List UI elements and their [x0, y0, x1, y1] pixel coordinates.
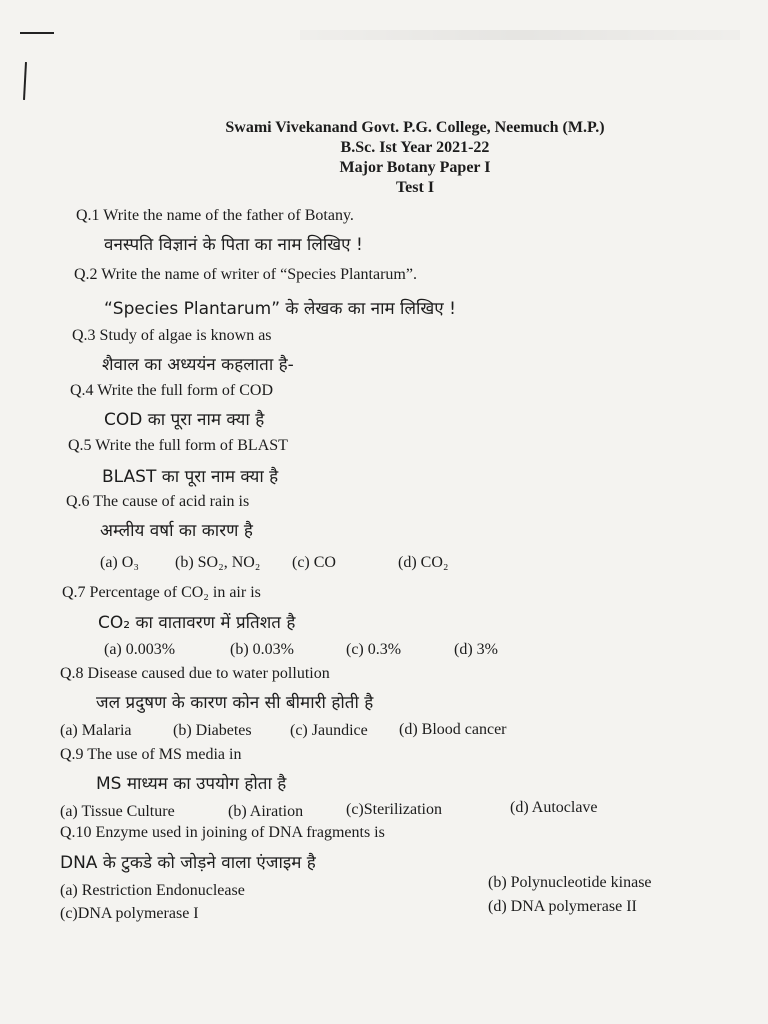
q9-english: Q.9 The use of MS media in: [60, 746, 242, 763]
q8-option-d: (d) Blood cancer: [399, 721, 507, 738]
q2-hindi: “Species Plantarum” के लेखक का नाम लिखिए !: [104, 299, 456, 319]
q8-option-a: (a) Malaria: [60, 722, 132, 739]
q5-english: Q.5 Write the full form of BLAST: [68, 437, 288, 454]
q10-hindi: DNA के टुकडे को जोड़ने वाला एंजाइम है: [60, 853, 316, 873]
q1-hindi: वनस्पति विज्ञानं के पिता का नाम लिखिए !: [104, 235, 363, 255]
q9-hindi: MS माध्यम का उपयोग होता है: [96, 774, 287, 794]
q6-option-c: (c) CO: [292, 554, 336, 571]
q7-hindi: CO₂ का वातावरण में प्रतिशत है: [98, 613, 296, 633]
paper-title: Major Botany Paper I: [339, 159, 491, 176]
q10-option-d: (d) DNA polymerase II: [488, 898, 637, 915]
q7-option-a: (a) 0.003%: [104, 641, 176, 658]
q1-english: Q.1 Write the name of the father of Botany.: [76, 207, 354, 224]
course-year: B.Sc. Ist Year 2021-22: [340, 139, 490, 156]
q9-option-a: (a) Tissue Culture: [60, 803, 175, 820]
q8-option-c: (c) Jaundice: [290, 722, 368, 739]
pen-mark-dash: [20, 32, 54, 34]
q7-option-b: (b) 0.03%: [230, 641, 294, 658]
q6-hindi: अम्लीय वर्षा का कारण है: [100, 521, 253, 541]
q9-option-d: (d) Autoclave: [510, 799, 598, 816]
q7-option-d: (d) 3%: [454, 641, 498, 658]
q10-english: Q.10 Enzyme used in joining of DNA fragments is: [60, 824, 385, 841]
q7-option-c: (c) 0.3%: [346, 641, 402, 658]
q3-english: Q.3 Study of algae is known as: [72, 327, 272, 344]
q9-option-c: (c)Sterilization: [346, 801, 442, 818]
college-name: Swami Vivekanand Govt. P.G. College, Neemuch (M.P.): [225, 119, 605, 136]
q6-option-d: (d) CO₂: [398, 554, 449, 571]
q6-english: Q.6 The cause of acid rain is: [66, 493, 250, 510]
q3-hindi: शैवाल का अध्ययंन कहलाता है-: [102, 355, 294, 375]
paper-header: [170, 118, 660, 198]
q8-hindi: जल प्रदुषण के कारण कोन सी बीमारी होती है: [96, 693, 374, 713]
q10-option-a: (a) Restriction Endonuclease: [60, 882, 245, 899]
q7-english: Q.7 Percentage of CO₂ in air is: [62, 584, 261, 601]
q9-option-b: (b) Airation: [228, 803, 304, 820]
bleed-through-text: [300, 30, 740, 40]
q10-option-b: (b) Polynucleotide kinase: [488, 874, 652, 891]
q5-hindi: BLAST का पूरा नाम क्या है: [102, 467, 279, 487]
q8-english: Q.8 Disease caused due to water pollution: [60, 665, 330, 682]
q8-option-b: (b) Diabetes: [173, 722, 252, 739]
q2-english: Q.2 Write the name of writer of “Species Plantarum”.: [74, 266, 417, 283]
pen-mark-bar: [23, 62, 27, 100]
q4-english: Q.4 Write the full form of COD: [70, 382, 274, 399]
q4-hindi: COD का पूरा नाम क्या है: [104, 410, 265, 430]
test-title: Test I: [395, 179, 435, 196]
q6-option-a: (a) O₃: [100, 554, 139, 571]
q10-option-c: (c)DNA polymerase I: [60, 905, 199, 922]
q6-option-b: (b) SO₂, NO₂: [175, 554, 261, 571]
